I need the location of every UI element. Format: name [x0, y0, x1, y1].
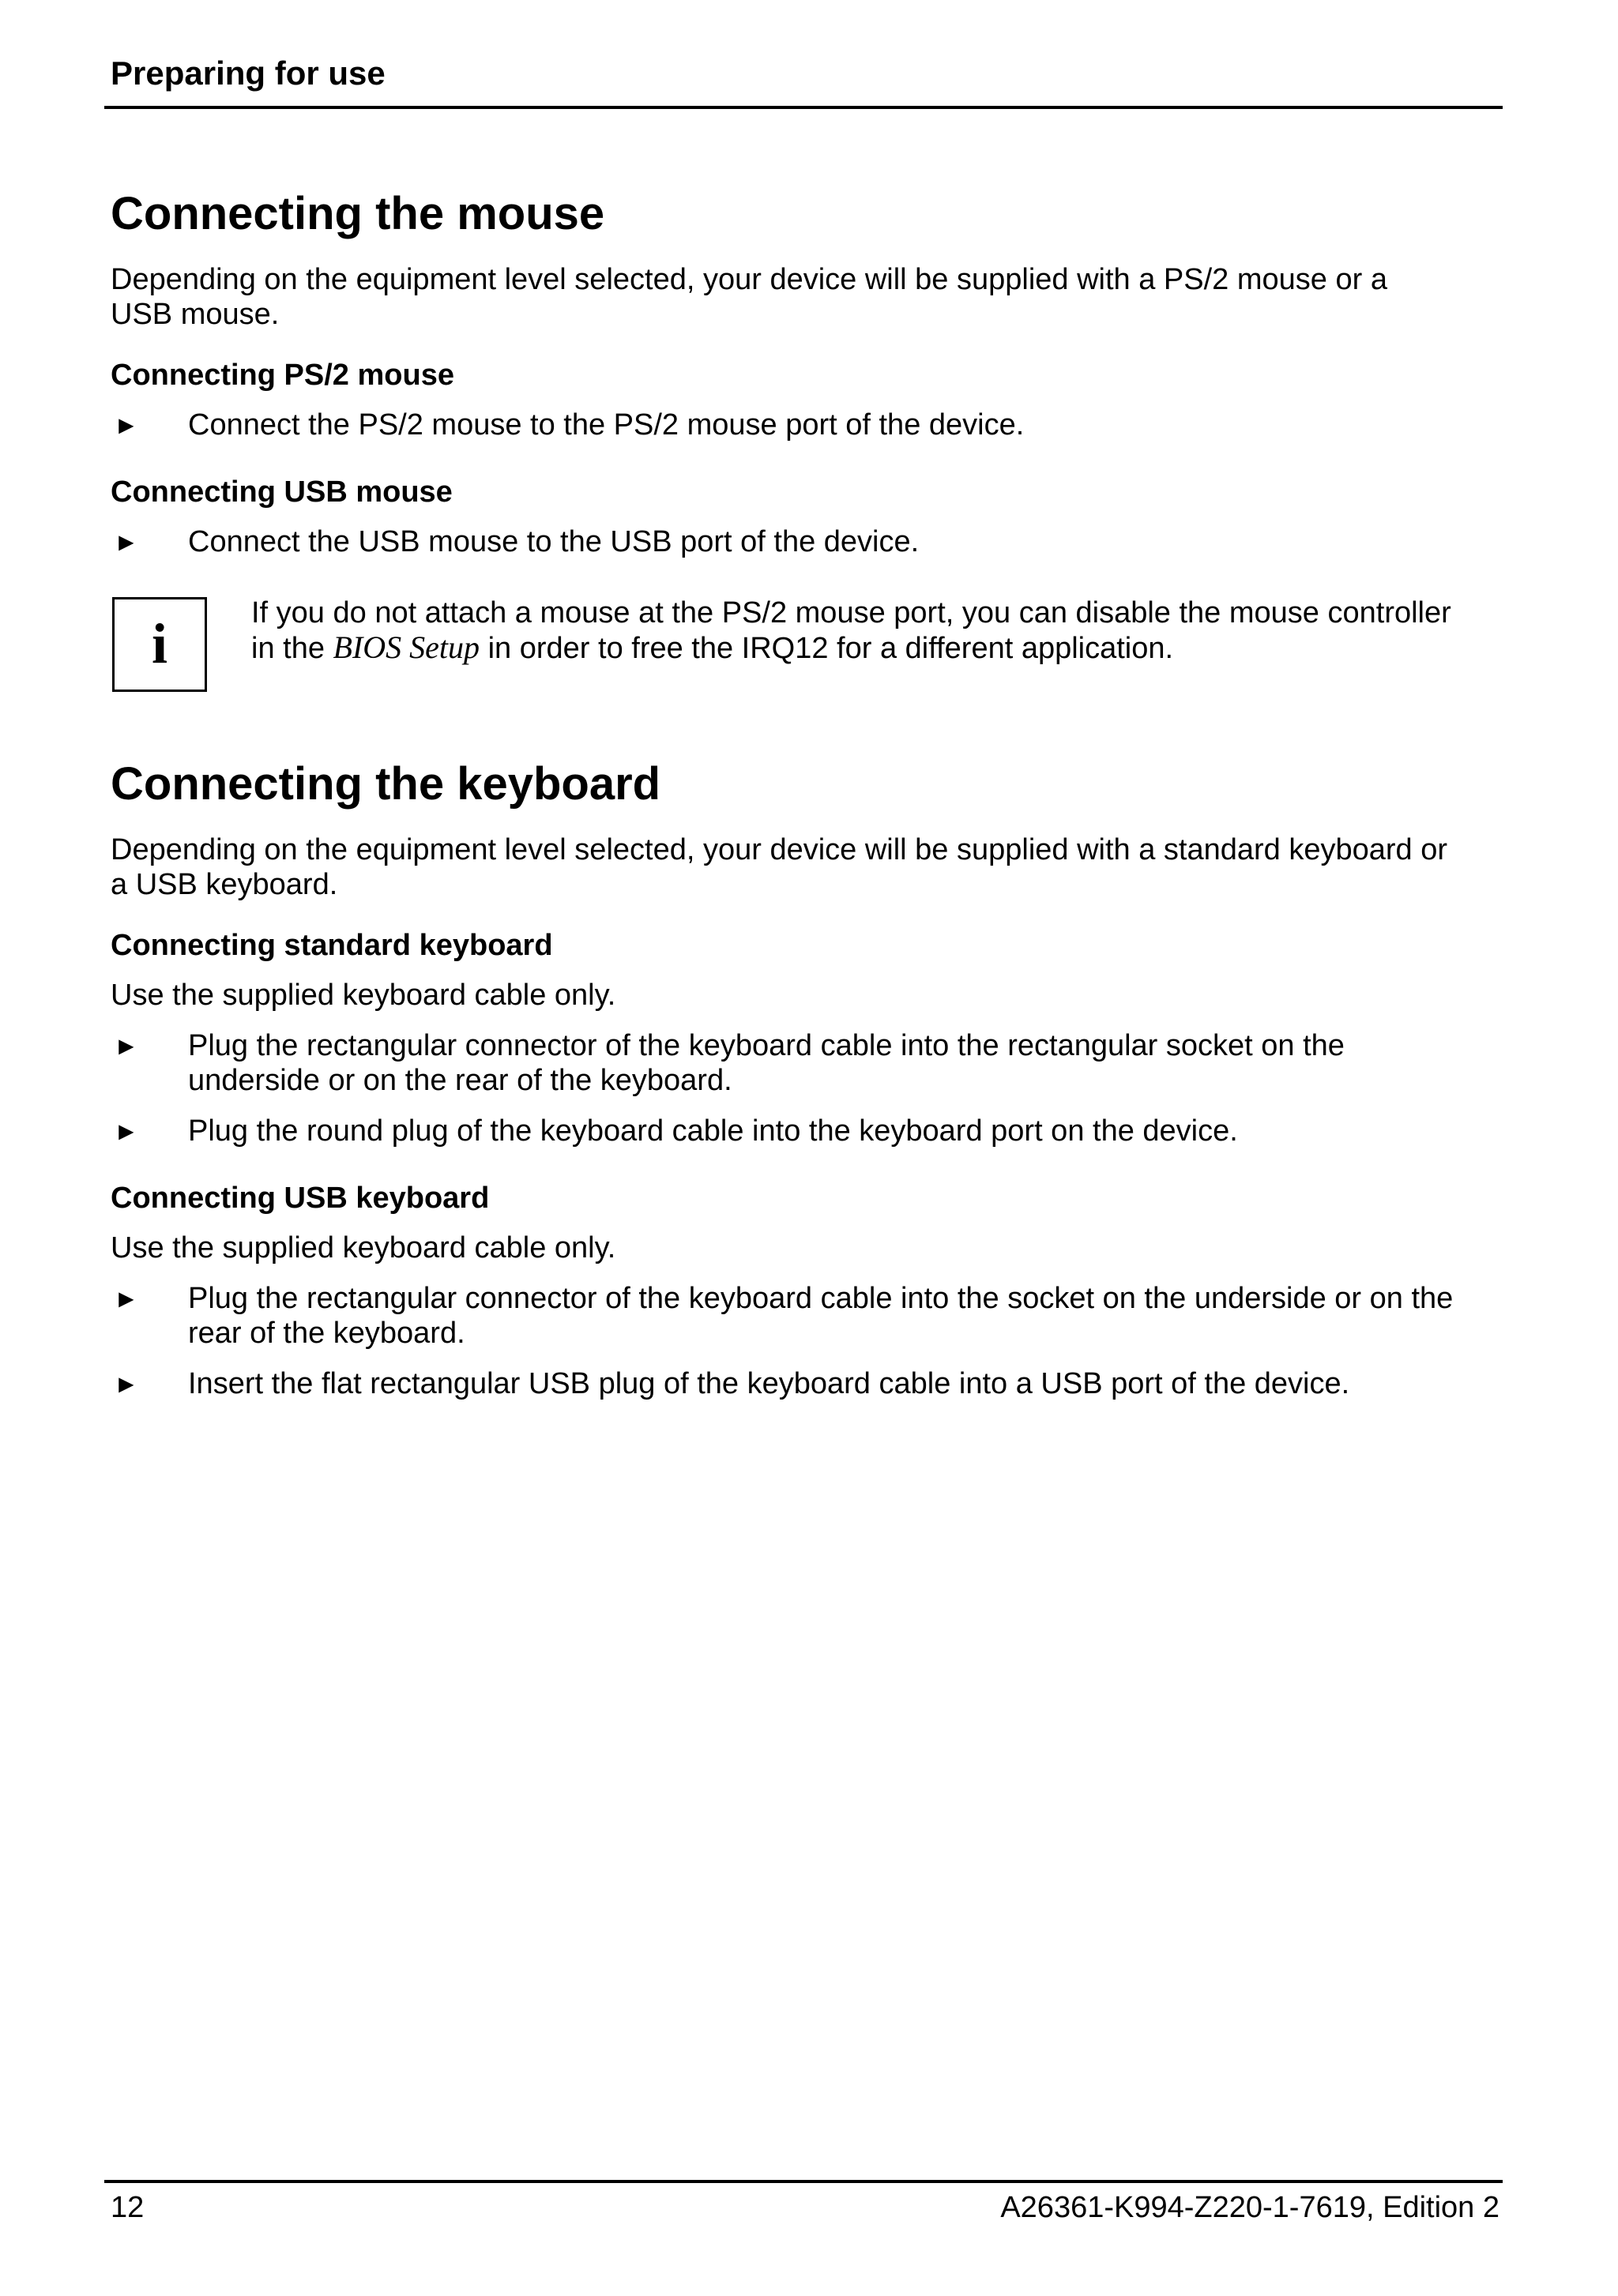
page-number: 12	[111, 2191, 145, 2224]
step-arrow-icon: ►	[114, 411, 139, 439]
info-note-line2-post: in order to free the IRQ12 for a different application.	[480, 632, 1174, 665]
usb-keyboard-note: Use the supplied keyboard cable only.	[111, 1231, 616, 1264]
running-title: Preparing for use	[111, 54, 386, 92]
usb-keyboard-step-1-line2: rear of the keyboard.	[188, 1317, 465, 1350]
step-arrow-icon: ►	[114, 1370, 139, 1398]
usb-keyboard-step-1-line1: Plug the rectangular connector of the keyboard cable into the socket on the underside or on the	[188, 1282, 1454, 1315]
info-note-line2-pre: in the	[251, 632, 333, 665]
mouse-intro-line1: Depending on the equipment level selected, your device will be supplied with a PS/2 mouse or a	[111, 263, 1387, 296]
info-note	[111, 596, 1501, 693]
usb-keyboard-step-1	[111, 1281, 1501, 1351]
mouse-section-title: Connecting the mouse	[111, 188, 605, 239]
usb-keyboard-step-2	[111, 1366, 1501, 1401]
ps2-mouse-step	[111, 408, 1501, 442]
info-icon: i	[112, 597, 207, 692]
mouse-intro	[111, 262, 1501, 332]
info-note-text	[251, 596, 1501, 666]
standard-keyboard-step-1-line1: Plug the rectangular connector of the keyboard cable into the rectangular socket on the	[188, 1029, 1345, 1062]
ps2-mouse-step-text: Connect the PS/2 mouse to the PS/2 mouse port of the device.	[188, 408, 1025, 442]
usb-mouse-step	[111, 524, 1501, 559]
step-arrow-icon: ►	[114, 1032, 139, 1060]
standard-keyboard-step-1-line2: underside or on the rear of the keyboard.	[188, 1064, 732, 1097]
standard-keyboard-step-2	[111, 1114, 1501, 1148]
usb-mouse-title: Connecting USB mouse	[111, 475, 453, 509]
step-arrow-icon: ►	[114, 1284, 139, 1313]
standard-keyboard-step-2-text: Plug the round plug of the keyboard cable into the keyboard port on the device.	[188, 1114, 1238, 1148]
usb-mouse-step-text: Connect the USB mouse to the USB port of the device.	[188, 525, 920, 558]
page-header	[104, 52, 1503, 109]
step-arrow-icon: ►	[114, 1117, 139, 1145]
keyboard-intro-line2: a USB keyboard.	[111, 868, 338, 901]
step-arrow-icon: ►	[114, 528, 139, 556]
document-id: A26361-K994-Z220-1-7619, Edition 2	[1000, 2191, 1499, 2224]
standard-keyboard-step-1	[111, 1028, 1501, 1098]
ps2-mouse-title: Connecting PS/2 mouse	[111, 359, 454, 392]
usb-keyboard-title: Connecting USB keyboard	[111, 1182, 490, 1215]
info-note-line1: If you do not attach a mouse at the PS/2 mouse port, you can disable the mouse controller	[251, 596, 1451, 629]
keyboard-intro	[111, 832, 1501, 902]
bios-setup-term: BIOS Setup	[333, 629, 480, 665]
keyboard-section-title: Connecting the keyboard	[111, 758, 661, 810]
keyboard-intro-line1: Depending on the equipment level selected, your device will be supplied with a standard keyboard or	[111, 833, 1448, 866]
page-content	[111, 186, 1501, 1401]
usb-keyboard-step-2-text: Insert the flat rectangular USB plug of the keyboard cable into a USB port of the device.	[188, 1367, 1350, 1400]
page-footer	[104, 2180, 1503, 2227]
mouse-intro-line2: USB mouse.	[111, 298, 280, 331]
standard-keyboard-title: Connecting standard keyboard	[111, 929, 553, 962]
standard-keyboard-note: Use the supplied keyboard cable only.	[111, 979, 616, 1012]
